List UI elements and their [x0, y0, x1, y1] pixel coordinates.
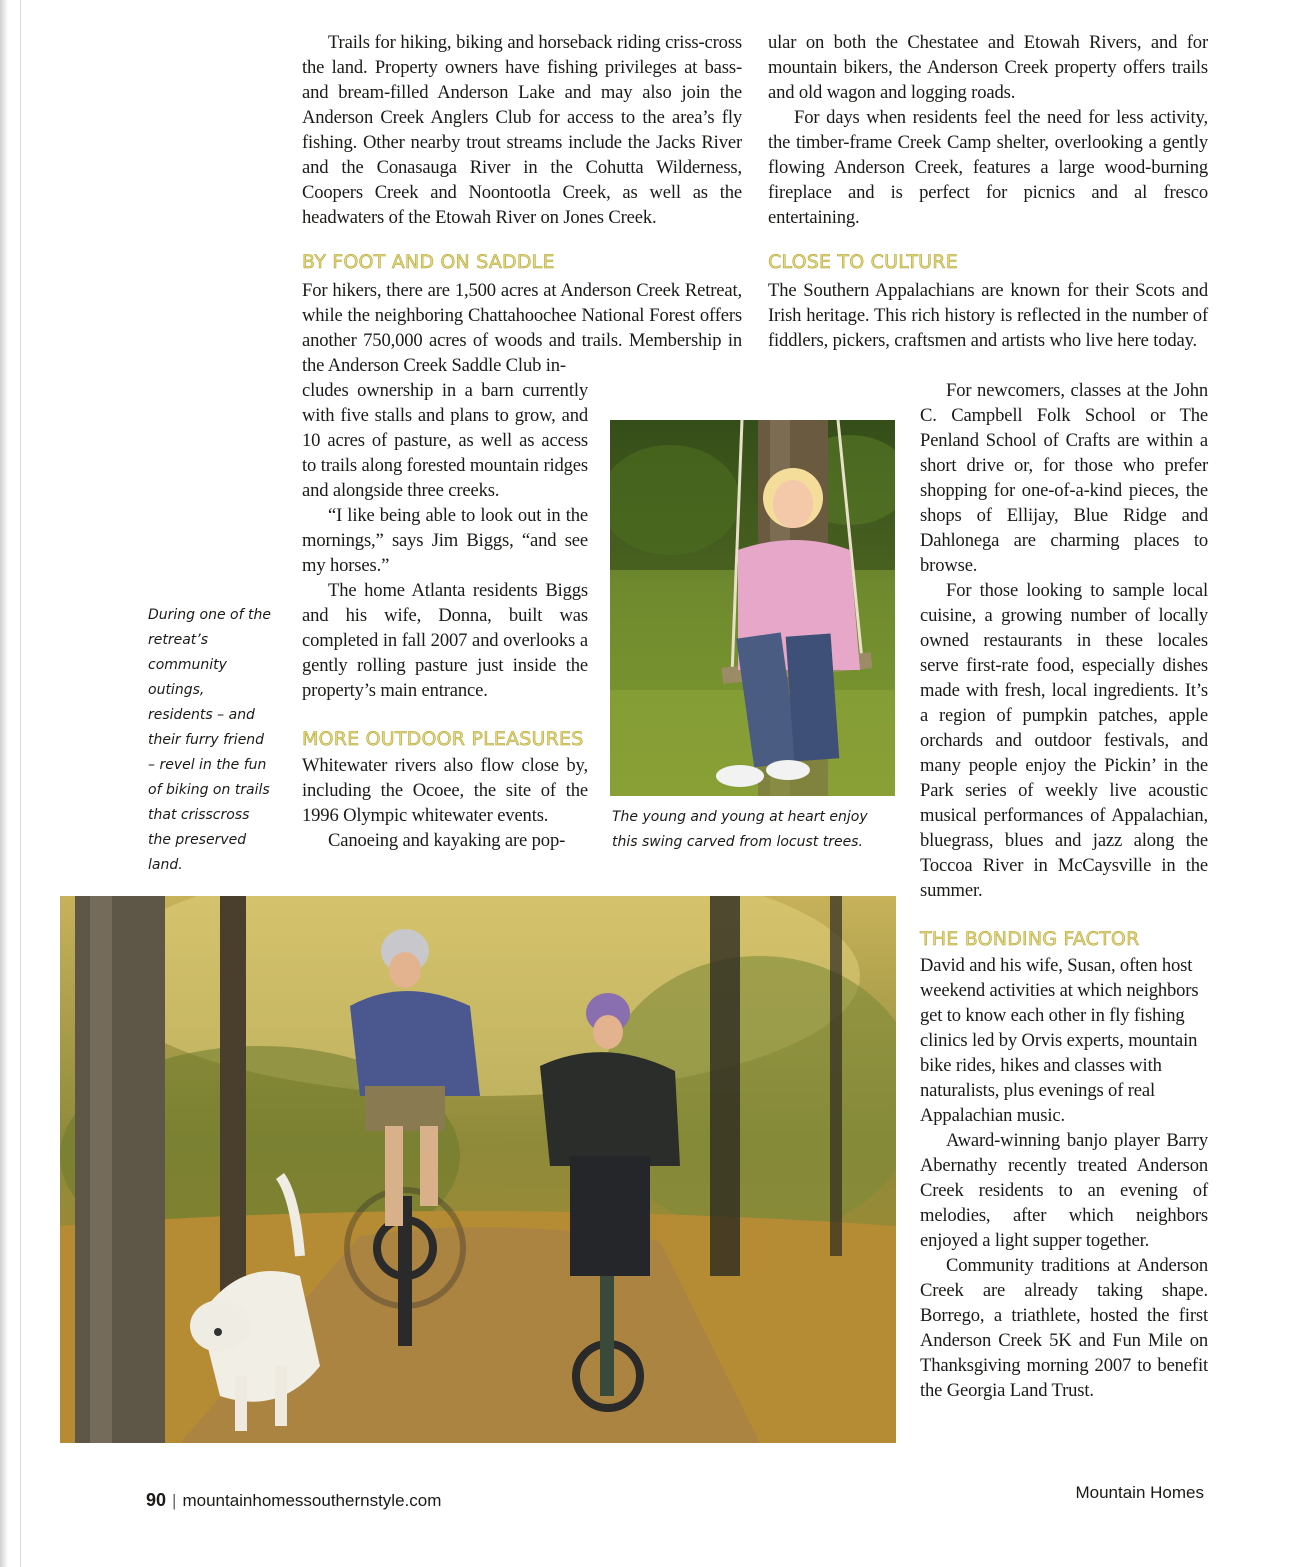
- page-edge-line: [20, 0, 21, 1567]
- paragraph: Award-winning banjo player Barry Abernathy recently treated Anderson Creek residents to an evening of melodies, after which neighbors enjoyed a light supper together.: [920, 1130, 1208, 1251]
- heading-by-foot: BY FOOT AND ON SADDLE: [302, 251, 555, 273]
- page-number: 90: [146, 1490, 167, 1510]
- paragraph: For hikers, there are 1,500 acres at Anderson Creek Retreat, while the neighboring Chattahoochee National Forest offers another 750,000 acres of woods and trails. Membership in the Anderson Creek Saddle Club in-: [302, 280, 742, 376]
- article-culture-intro: [768, 278, 1208, 353]
- caption-biking: During one of the retreat’s community outings, residents – and their furry friend – revel in the fun of biking on trails that crisscross the preserved land.: [148, 607, 271, 873]
- heading-close-to-culture: CLOSE TO CULTURE: [768, 251, 958, 273]
- article-col2-top: [768, 30, 1208, 230]
- paragraph: The Southern Appalachians are known for their Scots and Irish heritage. This rich history is reflected in the number of fiddlers, pickers, craftsmen and artists who live here today.: [768, 280, 1208, 351]
- paragraph: Whitewater rivers also flow close by, including the Ocoee, the site of the 1996 Olympic whitewater events.: [302, 755, 588, 826]
- paragraph: The home Atlanta residents Biggs and his wife, Donna, built was completed in fall 2007 and overlooks a gently rolling pasture just inside the property’s main entrance.: [302, 580, 588, 701]
- article-foot-narrow: [302, 378, 588, 703]
- article-col1-top: [302, 30, 742, 230]
- paragraph: Canoeing and kayaking are pop-: [328, 830, 566, 851]
- article-outdoor: [302, 753, 588, 853]
- paragraph: “I like being able to look out in the mornings,” says Jim Biggs, “and see my horses.”: [302, 505, 588, 576]
- paragraph: For newcomers, classes at the John C. Campbell Folk School or The Penland School of Crafts are within a short drive or, for those who prefer shopping for one-of-a-kind pieces, the shops of Ellijay, Blue Ridge and Dahlonega are charming places to browse.: [920, 380, 1208, 576]
- photo-girl-on-swing: [610, 420, 895, 796]
- paragraph: cludes ownership in a barn currently with five stalls and plans to grow, and 10 acres of pasture, as well as access to trails along forested mountain ridges and alongside three creeks.: [302, 380, 588, 501]
- paragraph: ular on both the Chestatee and Etowah Rivers, and for mountain bikers, the Anderson Creek property offers trails and old wagon and logging roads.: [768, 32, 1208, 103]
- photo-biking-with-dog: [60, 896, 896, 1443]
- paragraph: Community traditions at Anderson Creek are already taking shape. Borrego, a triathlete, hosted the first Anderson Creek 5K and Fun Mile on Thanksgiving morning 2007 to benefit the Georgia Land Trust.: [920, 1255, 1208, 1401]
- article-foot-intro: [302, 278, 742, 378]
- paragraph: David and his wife, Susan, often host weekend activities at which neighbors get to know each other in fly fishing clinics led by Orvis experts, mountain bike rides, hikes and classes with naturalists, plus evenings of real Appalachian music.: [920, 955, 1199, 1126]
- footer-separator: |: [172, 1491, 177, 1510]
- paragraph: For days when residents feel the need for less activity, the timber-frame Creek Camp shelter, overlooking a gently flowing Anderson Creek, features a large wood-burning fireplace and is perfect for picnics and al fresco entertaining.: [768, 107, 1208, 228]
- footer-magazine-name: Mountain Homes: [1075, 1483, 1204, 1502]
- page-edge-shadow: [0, 0, 8, 1567]
- heading-bonding-factor: THE BONDING FACTOR: [920, 928, 1140, 950]
- paragraph: For those looking to sample local cuisine, a growing number of locally owned restaurants in these locales serve first-rate food, especially dishes made with fresh, local ingredients. It’s a region of pumpkin patches, apple orchards and outdoor festivals, and many people enjoy the Pickin’ in the Park series of weekly live acoustic musical performances of Appalachian, bluegrass, blues and jazz along the Toccoa River in McCaysville in the summer.: [920, 580, 1208, 901]
- footer-website: mountainhomessouthernstyle.com: [182, 1491, 442, 1510]
- footer-folio: [146, 1488, 441, 1513]
- paragraph: Trails for hiking, biking and horseback riding criss-cross the land. Property owners have fishing privileges at bass- and bream-filled Anderson Lake and may also join the Anderson Creek Anglers Club for access to the area’s fly fishing. Other nearby trout streams include the Jacks River and the Conasauga River in the Cohutta Wilderness, Coopers Creek and Noontootla Creek, as well as the headwaters of the Etowah River on Jones Creek.: [302, 32, 742, 228]
- caption-swing: The young and young at heart enjoy this swing carved from locust trees.: [612, 809, 868, 850]
- article-culture-narrow: [920, 378, 1208, 903]
- heading-more-outdoor: MORE OUTDOOR PLEASURES: [302, 728, 584, 750]
- article-bonding: [920, 953, 1208, 1403]
